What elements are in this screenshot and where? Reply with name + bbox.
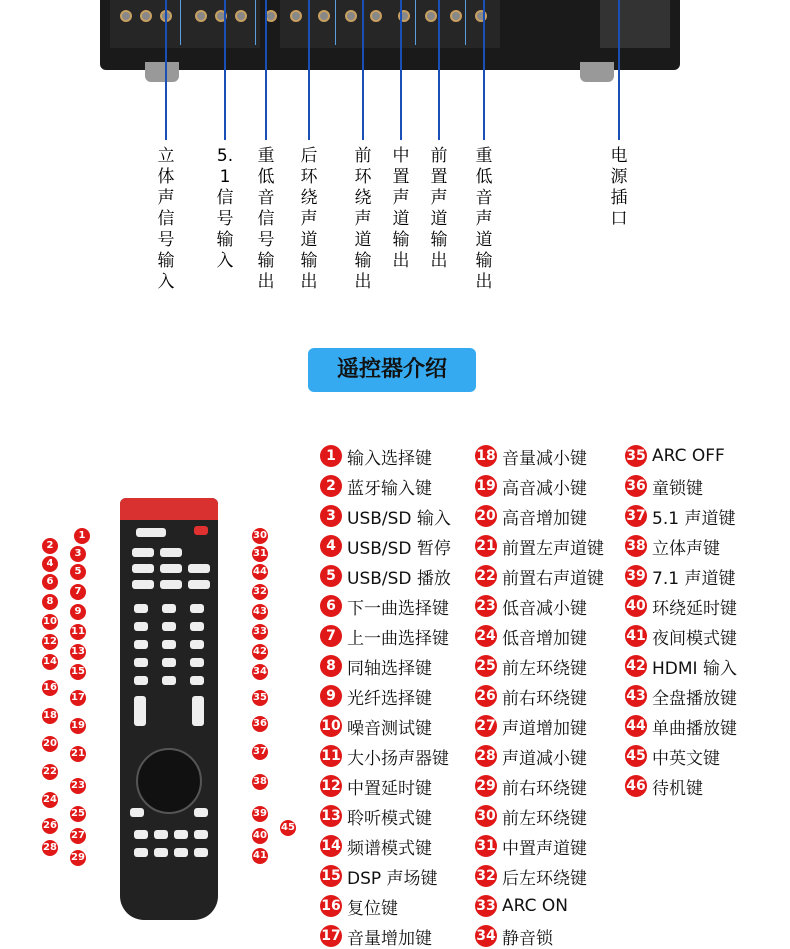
legend-item <box>320 745 449 767</box>
callout-badge: 9 <box>70 604 86 620</box>
legend-label: HDMI 输入 <box>652 658 737 679</box>
callout-badge: 26 <box>42 818 58 834</box>
legend-number: 29 <box>475 775 497 797</box>
legend-number: 16 <box>320 895 342 917</box>
legend-label: USB/SD 暂停 <box>347 538 451 559</box>
legend-item <box>475 655 587 677</box>
legend-number: 13 <box>320 805 342 827</box>
group-divider <box>255 0 256 45</box>
remote-key <box>134 640 148 649</box>
output-jack-panel <box>280 0 500 48</box>
label-5-1-input: 5.1信号输入 <box>216 146 234 271</box>
legend-item <box>625 445 725 467</box>
legend-item <box>475 685 587 707</box>
rca-jack <box>425 10 437 22</box>
label-subwoofer-signal-output: 重低音信号输出 <box>257 146 275 292</box>
legend-label: 中置延时键 <box>347 778 432 799</box>
rca-jack <box>318 10 330 22</box>
legend-number: 15 <box>320 865 342 887</box>
legend-item <box>475 715 587 737</box>
callout-badge: 44 <box>252 564 268 580</box>
callout-badge: 33 <box>252 624 268 640</box>
legend-item <box>475 865 587 887</box>
legend-label: 夜间模式键 <box>652 628 737 649</box>
legend-number: 6 <box>320 595 342 617</box>
legend-label: 全盘播放键 <box>652 688 737 709</box>
rca-jack <box>235 10 247 22</box>
callout-badge: 3 <box>70 546 86 562</box>
callout-badge: 29 <box>70 850 86 866</box>
legend-item <box>320 535 451 557</box>
label-subwoofer-channel-output: 重低音声道输出 <box>475 146 493 292</box>
legend-number: 9 <box>320 685 342 707</box>
callout-badge: 19 <box>70 718 86 734</box>
legend-number: 36 <box>625 475 647 497</box>
legend-label: 童锁键 <box>652 478 703 499</box>
legend-item <box>625 745 720 767</box>
remote-key <box>174 848 188 857</box>
remote-key <box>154 848 168 857</box>
label-front-surround-output: 前环绕声道输出 <box>354 146 372 292</box>
legend-label: 前左环绕键 <box>502 808 587 829</box>
legend-item <box>320 775 432 797</box>
callout-badge: 45 <box>280 820 296 836</box>
legend-item <box>475 505 587 527</box>
legend-number: 34 <box>475 925 497 947</box>
leader-line <box>362 0 364 140</box>
callout-badge: 12 <box>42 634 58 650</box>
leader-line <box>265 0 267 140</box>
legend-item <box>625 775 703 797</box>
legend-label: 音量增加键 <box>347 928 432 949</box>
legend-item <box>320 925 432 947</box>
legend-label: 7.1 声道键 <box>652 568 736 589</box>
callout-badge: 22 <box>42 764 58 780</box>
legend-item <box>625 655 737 677</box>
group-divider <box>415 0 416 45</box>
leader-line <box>618 0 620 140</box>
legend-number: 37 <box>625 505 647 527</box>
legend-label: USB/SD 播放 <box>347 568 451 589</box>
legend-item <box>625 475 703 497</box>
legend-label: ARC ON <box>502 896 568 916</box>
callout-badge: 4 <box>42 556 58 572</box>
legend-label: 音量减小键 <box>502 448 587 469</box>
volume-rocker <box>134 696 146 726</box>
callout-badge: 20 <box>42 736 58 752</box>
legend-item <box>475 445 587 467</box>
callout-badge: 36 <box>252 716 268 732</box>
legend-item <box>475 895 568 917</box>
legend-number: 32 <box>475 865 497 887</box>
leader-line <box>483 0 485 140</box>
legend-number: 26 <box>475 685 497 707</box>
callout-badge: 18 <box>42 708 58 724</box>
legend-item <box>625 625 737 647</box>
callout-badge: 37 <box>252 744 268 760</box>
legend-label: 同轴选择键 <box>347 658 432 679</box>
legend-item <box>475 835 587 857</box>
legend-label: 前左环绕键 <box>502 658 587 679</box>
callout-badge: 28 <box>42 840 58 856</box>
legend-label: 单曲播放键 <box>652 718 737 739</box>
legend-number: 24 <box>475 625 497 647</box>
callout-badge: 34 <box>252 664 268 680</box>
legend-number: 27 <box>475 715 497 737</box>
rca-jack <box>195 10 207 22</box>
legend-number: 20 <box>475 505 497 527</box>
legend-item <box>475 625 587 647</box>
remote-key <box>130 808 144 817</box>
remote-ir-window <box>120 498 218 520</box>
callout-badge: 14 <box>42 654 58 670</box>
callout-badge: 41 <box>252 848 268 864</box>
legend-item <box>625 565 735 587</box>
label-stereo-input: 立体声信号输入 <box>157 146 175 292</box>
legend-number: 42 <box>625 655 647 677</box>
legend-label: 前右环绕键 <box>502 778 587 799</box>
remote-key <box>162 676 176 685</box>
legend-number: 2 <box>320 475 342 497</box>
legend-number: 39 <box>625 565 647 587</box>
legend-number: 22 <box>475 565 497 587</box>
rca-jack <box>140 10 152 22</box>
legend-number: 4 <box>320 535 342 557</box>
power-socket-panel <box>600 0 670 48</box>
legend-item <box>625 715 737 737</box>
callout-badge: 17 <box>70 690 86 706</box>
direction-pad <box>136 748 202 814</box>
treble-rocker <box>192 696 204 726</box>
legend-item <box>320 805 432 827</box>
callout-badge: 10 <box>42 614 58 630</box>
legend-number: 40 <box>625 595 647 617</box>
legend-number: 23 <box>475 595 497 617</box>
legend-label: 下一曲选择键 <box>347 598 449 619</box>
remote-key <box>154 830 168 839</box>
legend-label: 环绕延时键 <box>652 598 737 619</box>
legend-label: USB/SD 输入 <box>347 508 451 529</box>
remote-key <box>132 564 154 573</box>
input-jack-panel <box>110 0 260 48</box>
legend-item <box>320 505 451 527</box>
legend-label: 复位键 <box>347 898 398 919</box>
remote-key <box>134 658 148 667</box>
callout-badge: 40 <box>252 828 268 844</box>
device-foot <box>145 62 179 82</box>
remote-key <box>190 604 204 613</box>
remote-key <box>190 622 204 631</box>
legend-number: 46 <box>625 775 647 797</box>
label-center-output: 中置声道输出 <box>392 146 410 271</box>
legend-number: 8 <box>320 655 342 677</box>
remote-key <box>194 808 208 817</box>
legend-label: 前置右声道键 <box>502 568 604 589</box>
legend-label: 5.1 声道键 <box>652 508 736 529</box>
legend-label: ARC OFF <box>652 446 725 466</box>
leader-line <box>308 0 310 140</box>
callout-badge: 13 <box>70 644 86 660</box>
legend-item <box>475 805 587 827</box>
legend-item <box>625 685 737 707</box>
legend-item <box>320 475 432 497</box>
legend-number: 25 <box>475 655 497 677</box>
legend-number: 38 <box>625 535 647 557</box>
legend-label: 后左环绕键 <box>502 868 587 889</box>
callout-badge: 32 <box>252 584 268 600</box>
callout-badge: 1 <box>74 528 90 544</box>
legend-label: 低音减小键 <box>502 598 587 619</box>
callout-badge: 38 <box>252 774 268 790</box>
legend-item <box>475 595 587 617</box>
rca-jack <box>370 10 382 22</box>
rca-jack <box>290 10 302 22</box>
remote-key <box>134 676 148 685</box>
device-foot <box>580 62 614 82</box>
legend-label: 静音锁 <box>502 928 553 949</box>
leader-line <box>400 0 402 140</box>
legend-number: 33 <box>475 895 497 917</box>
remote-key <box>188 564 210 573</box>
legend-number: 35 <box>625 445 647 467</box>
legend-number: 21 <box>475 535 497 557</box>
callout-badge: 24 <box>42 792 58 808</box>
legend-number: 43 <box>625 685 647 707</box>
legend-number: 12 <box>320 775 342 797</box>
remote-key <box>188 580 210 589</box>
legend-number: 10 <box>320 715 342 737</box>
remote-key <box>160 580 182 589</box>
rca-jack <box>120 10 132 22</box>
callout-badge: 7 <box>70 584 86 600</box>
remote-key <box>134 830 148 839</box>
remote-key <box>160 548 182 557</box>
callout-badge: 31 <box>252 546 268 562</box>
remote-key <box>190 676 204 685</box>
callout-badge: 6 <box>42 574 58 590</box>
legend-number: 7 <box>320 625 342 647</box>
callout-badge: 16 <box>42 680 58 696</box>
legend-label: 蓝牙输入键 <box>347 478 432 499</box>
remote-key <box>132 580 154 589</box>
legend-number: 30 <box>475 805 497 827</box>
callout-badge: 8 <box>42 594 58 610</box>
callout-badge: 25 <box>70 806 86 822</box>
legend-item <box>320 835 432 857</box>
label-rear-surround-output: 后环绕声道输出 <box>300 146 318 292</box>
legend-number: 18 <box>475 445 497 467</box>
legend-item <box>320 895 398 917</box>
legend-label: 前右环绕键 <box>502 688 587 709</box>
legend-label: DSP 声场键 <box>347 868 438 889</box>
legend-item <box>320 625 449 647</box>
legend-item <box>320 715 432 737</box>
legend-item <box>475 745 587 767</box>
legend-number: 41 <box>625 625 647 647</box>
legend-item <box>625 535 720 557</box>
legend-label: 声道减小键 <box>502 748 587 769</box>
callout-badge: 2 <box>42 538 58 554</box>
legend-number: 28 <box>475 745 497 767</box>
legend-number: 17 <box>320 925 342 947</box>
legend-number: 3 <box>320 505 342 527</box>
legend-item <box>320 445 432 467</box>
callout-badge: 35 <box>252 690 268 706</box>
rca-jack <box>345 10 357 22</box>
legend-number: 5 <box>320 565 342 587</box>
legend-number: 1 <box>320 445 342 467</box>
group-divider <box>180 0 181 45</box>
callout-badge: 11 <box>70 624 86 640</box>
legend-number: 19 <box>475 475 497 497</box>
legend-label: 频谱模式键 <box>347 838 432 859</box>
legend-item <box>475 775 587 797</box>
remote-key <box>190 658 204 667</box>
amplifier-rear-panel <box>100 0 680 70</box>
legend-label: 光纤选择键 <box>347 688 432 709</box>
legend-item <box>320 865 438 887</box>
callout-badge: 15 <box>70 664 86 680</box>
legend-item <box>475 475 587 497</box>
legend-label: 输入选择键 <box>347 448 432 469</box>
legend-label: 待机键 <box>652 778 703 799</box>
leader-line <box>224 0 226 140</box>
remote-key <box>194 526 208 535</box>
callout-badge: 30 <box>252 528 268 544</box>
remote-key <box>134 604 148 613</box>
callout-badge: 5 <box>70 564 86 580</box>
remote-key <box>162 604 176 613</box>
legend-item <box>475 925 553 947</box>
callout-badge: 39 <box>252 806 268 822</box>
legend-number: 11 <box>320 745 342 767</box>
legend-item <box>625 595 737 617</box>
legend-label: 聆听模式键 <box>347 808 432 829</box>
remote-key <box>190 640 204 649</box>
legend-label: 高音减小键 <box>502 478 587 499</box>
remote-key <box>134 622 148 631</box>
legend-label: 中置声道键 <box>502 838 587 859</box>
remote-key <box>162 640 176 649</box>
legend-number: 14 <box>320 835 342 857</box>
callout-badge: 42 <box>252 644 268 660</box>
leader-line <box>165 0 167 140</box>
legend-label: 前置左声道键 <box>502 538 604 559</box>
legend-label: 低音增加键 <box>502 628 587 649</box>
legend-label: 声道增加键 <box>502 718 587 739</box>
remote-key <box>132 548 154 557</box>
remote-key <box>194 848 208 857</box>
remote-key <box>136 528 166 537</box>
legend-label: 噪音测试键 <box>347 718 432 739</box>
remote-key <box>134 848 148 857</box>
legend-number: 31 <box>475 835 497 857</box>
remote-key <box>174 830 188 839</box>
legend-label: 立体声键 <box>652 538 720 559</box>
group-divider <box>465 0 466 45</box>
legend-item <box>320 565 451 587</box>
callout-badge: 43 <box>252 604 268 620</box>
legend-item <box>475 565 604 587</box>
legend-number: 45 <box>625 745 647 767</box>
label-power-socket: 电源插口 <box>610 146 628 229</box>
remote-key <box>160 564 182 573</box>
callout-badge: 27 <box>70 828 86 844</box>
section-title: 遥控器介绍 <box>308 348 476 392</box>
remote-key <box>162 622 176 631</box>
legend-label: 高音增加键 <box>502 508 587 529</box>
label-front-output: 前置声道输出 <box>430 146 448 271</box>
legend-item <box>320 685 432 707</box>
callout-badge: 21 <box>70 746 86 762</box>
legend-item <box>475 535 604 557</box>
rca-jack <box>450 10 462 22</box>
remote-key <box>162 658 176 667</box>
legend-number: 44 <box>625 715 647 737</box>
leader-line <box>438 0 440 140</box>
legend-label: 大小扬声器键 <box>347 748 449 769</box>
remote-key <box>194 830 208 839</box>
callout-badge: 23 <box>70 778 86 794</box>
legend-item <box>320 655 432 677</box>
remote-control <box>120 498 218 920</box>
rca-jack <box>475 10 487 22</box>
legend-label: 上一曲选择键 <box>347 628 449 649</box>
legend-item <box>625 505 735 527</box>
group-divider <box>335 0 336 45</box>
legend-label: 中英文键 <box>652 748 720 769</box>
legend-item <box>320 595 449 617</box>
